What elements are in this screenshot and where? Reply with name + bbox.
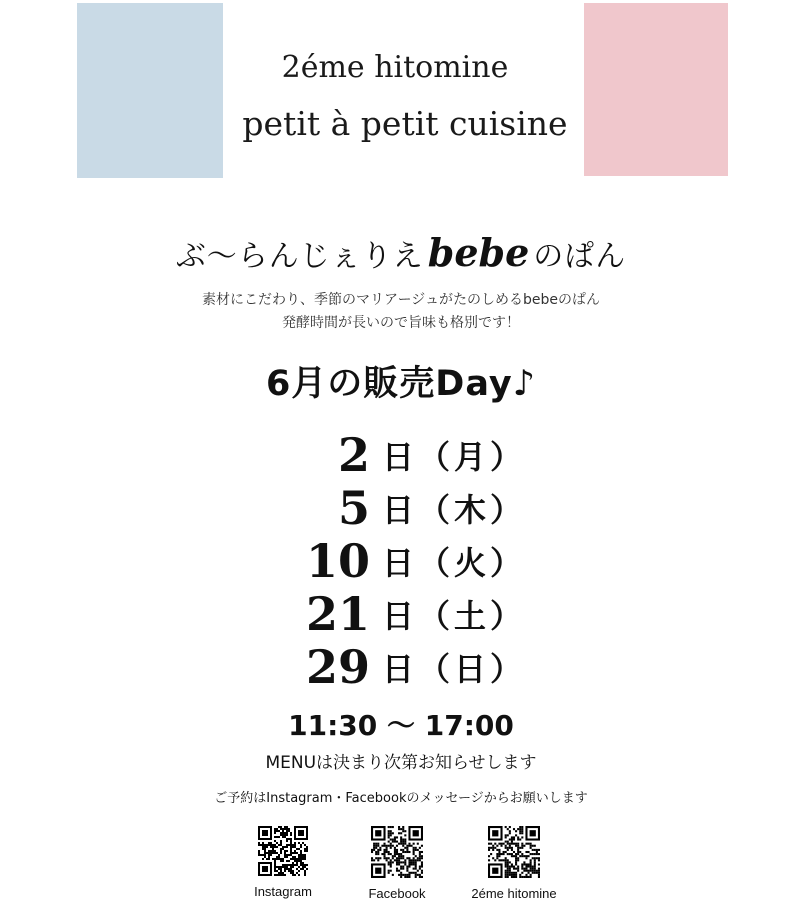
date-row bbox=[270, 481, 550, 534]
date-row bbox=[270, 428, 550, 481]
date-number: 2 bbox=[337, 427, 370, 482]
date-number: 29 bbox=[305, 639, 370, 694]
opening-hours: 11:30 〜 17:00 bbox=[288, 709, 514, 742]
headline-bebe: bebe bbox=[427, 230, 530, 275]
qr-instagram[interactable] bbox=[223, 826, 343, 899]
sale-dates-list bbox=[270, 428, 550, 693]
description-line-1: 素材にこだわり、季節のマリアージュがたのしめるbebeのぱん bbox=[201, 292, 601, 308]
qr-label: Facebook bbox=[368, 886, 426, 901]
qr-label: Instagram bbox=[254, 884, 312, 899]
headline-suffix: のぱん bbox=[533, 239, 627, 274]
date-weekday: 日（木） bbox=[382, 490, 527, 529]
brand-line-1: 2éme hitomine bbox=[281, 50, 509, 85]
date-weekday: 日（日） bbox=[382, 649, 527, 688]
date-row bbox=[270, 534, 550, 587]
headline bbox=[0, 230, 802, 275]
reservation-note: ご予約はInstagram・Facebookのメッセージからお願いします bbox=[214, 791, 588, 806]
date-weekday: 日（月） bbox=[382, 437, 527, 476]
date-number: 10 bbox=[305, 533, 370, 588]
date-number: 21 bbox=[305, 586, 370, 641]
date-number: 5 bbox=[337, 480, 370, 535]
description-line-2: 発酵時間が長いので旨味も格別です！ bbox=[282, 315, 520, 331]
date-row bbox=[270, 587, 550, 640]
qr-label: 2éme hitomine bbox=[471, 886, 557, 901]
date-weekday: 日（火） bbox=[382, 543, 527, 582]
qr-hitomine[interactable] bbox=[454, 826, 574, 901]
qr-code-icon[interactable] bbox=[258, 826, 308, 876]
pink-decor-square bbox=[584, 3, 728, 176]
date-row bbox=[270, 640, 550, 693]
menu-note: MENUは決まり次第お知らせします bbox=[265, 753, 537, 773]
sale-days-title: 6月の販売Day♪ bbox=[265, 364, 537, 404]
qr-code-icon[interactable] bbox=[371, 826, 423, 878]
brand-line-2: petit à petit cuisine bbox=[242, 104, 568, 143]
qr-code-icon[interactable] bbox=[488, 826, 540, 878]
date-weekday: 日（土） bbox=[382, 596, 527, 635]
blue-decor-square bbox=[77, 3, 223, 178]
headline-prefix: ぶ〜らんじぇりえ bbox=[175, 239, 424, 274]
qr-facebook[interactable] bbox=[337, 826, 457, 901]
